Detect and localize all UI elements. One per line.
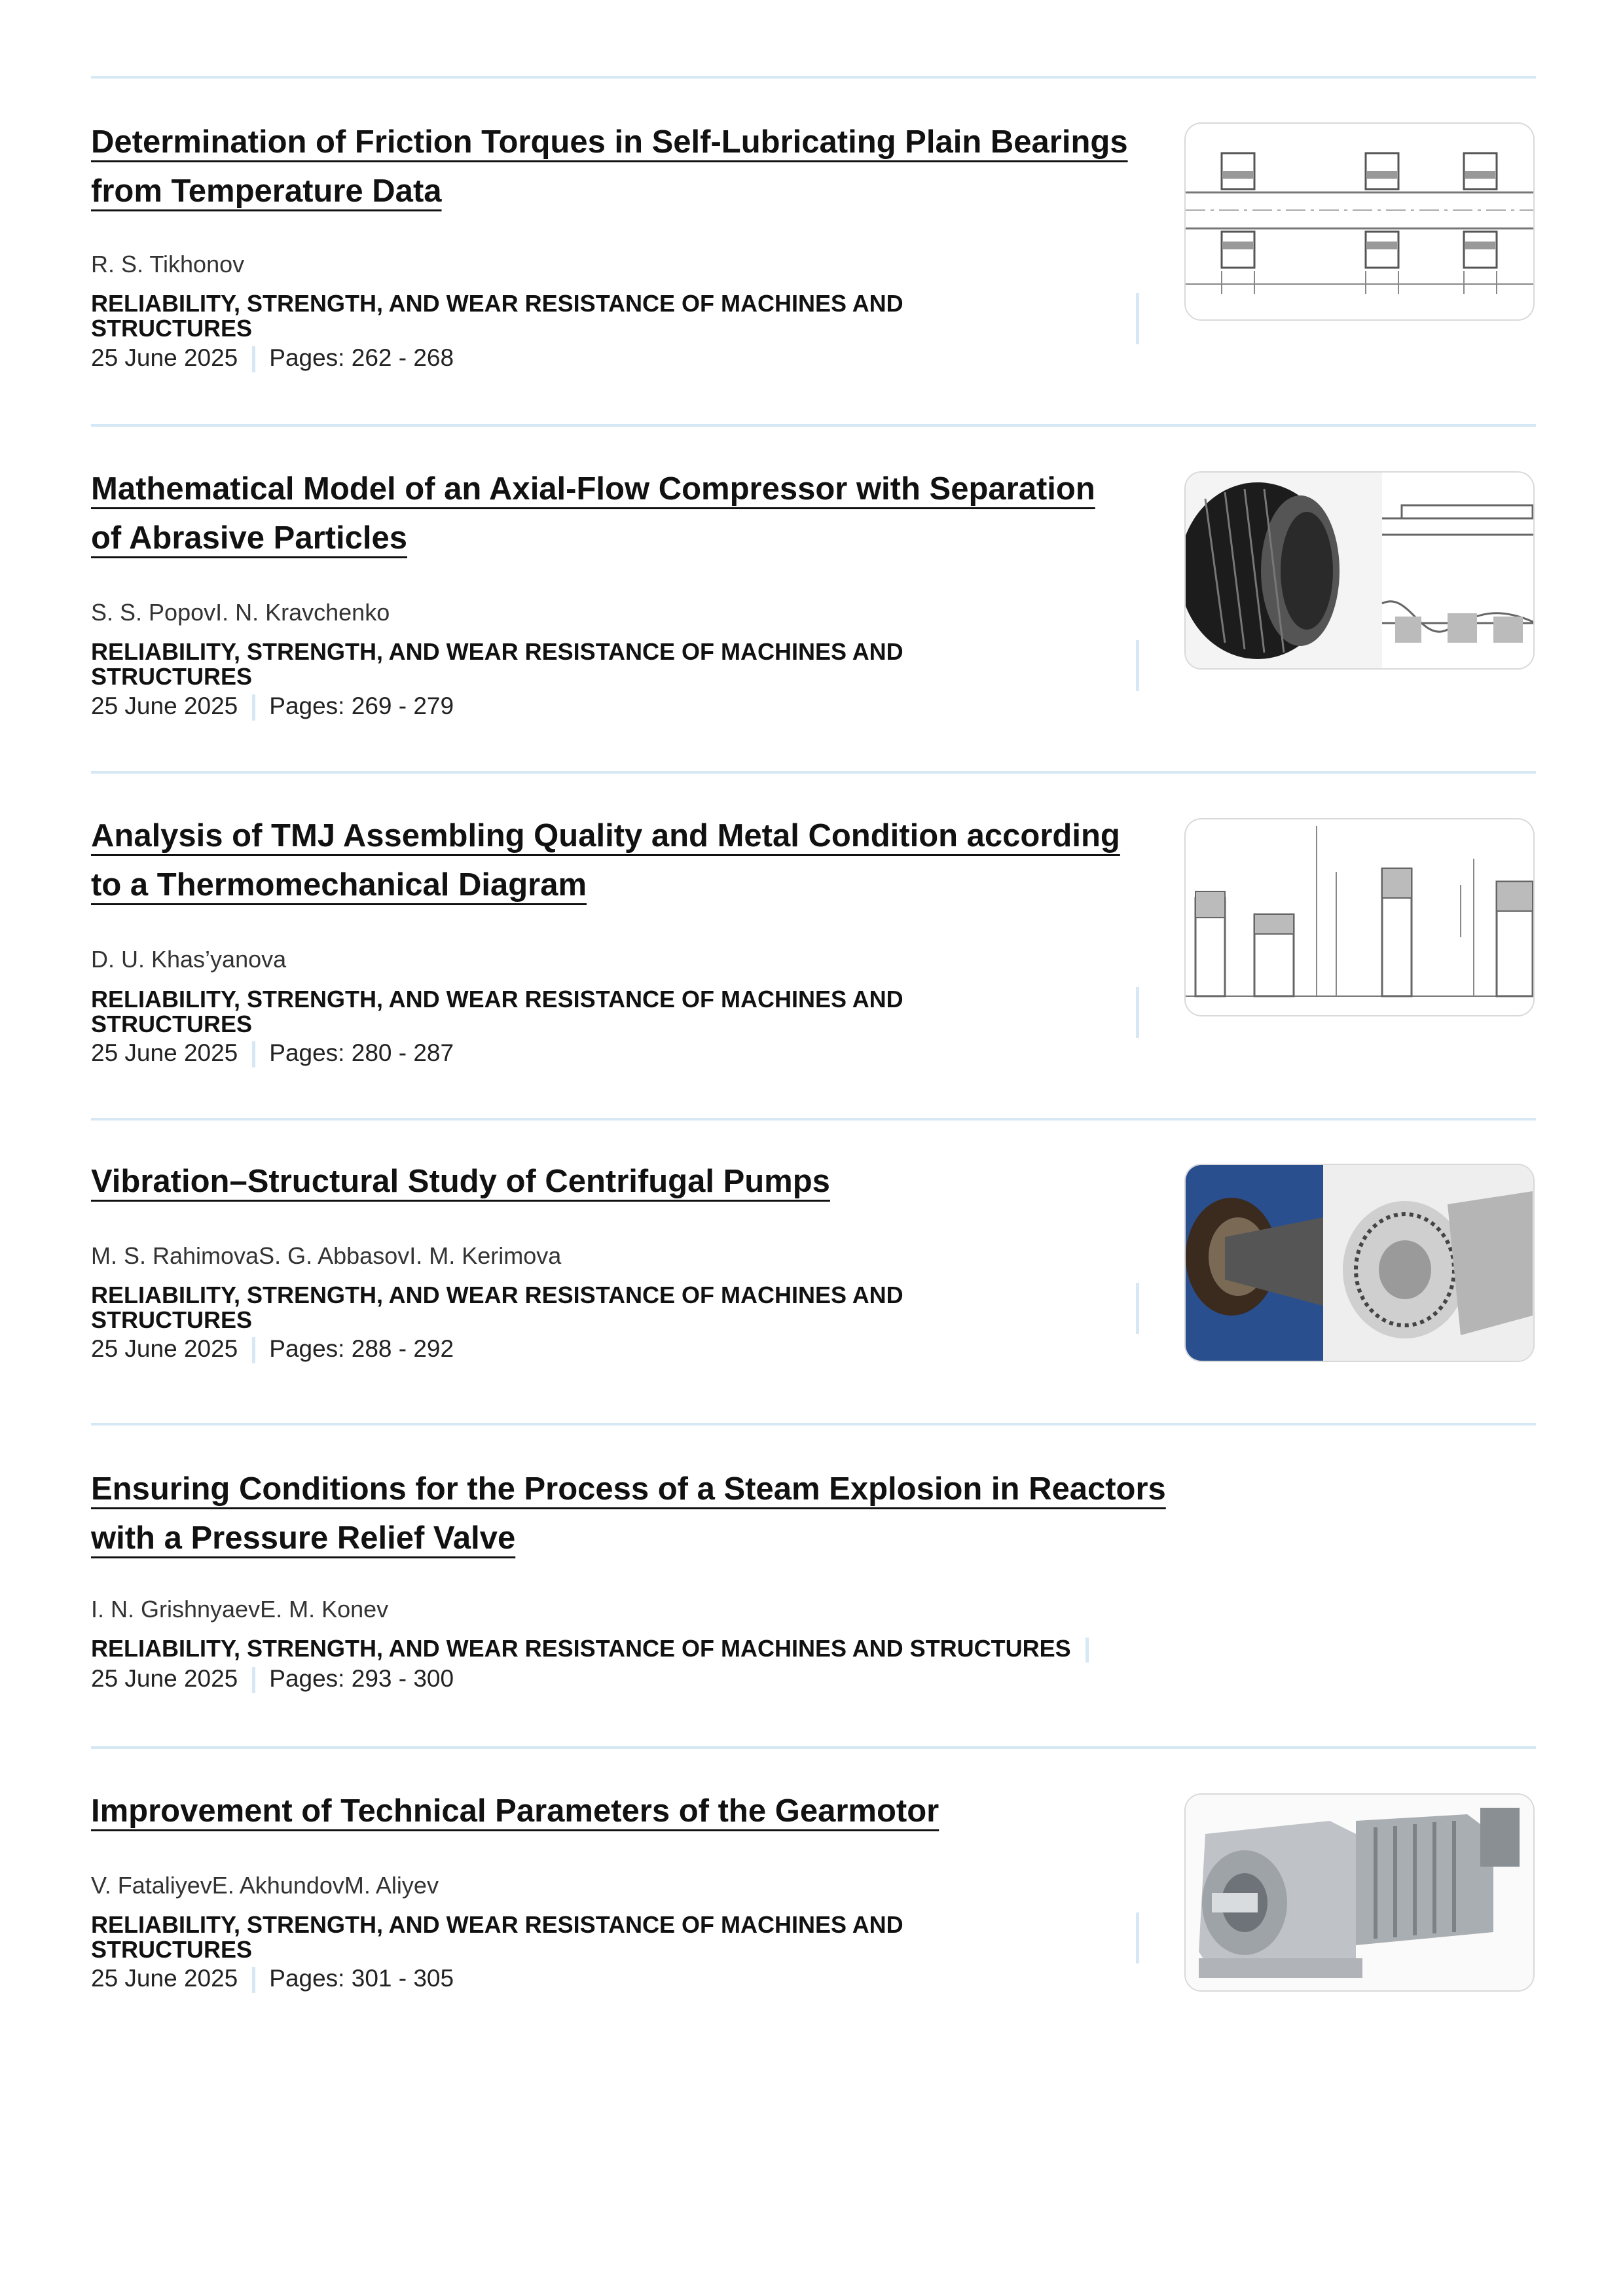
publication-date: 25 June 2025 [91,1039,238,1066]
separator [252,1667,255,1693]
journal-name[interactable] [91,1283,903,1333]
journal-name-line[interactable]: STRUCTURES [91,1011,253,1037]
journal-name-line[interactable]: STRUCTURES [91,663,253,690]
article-title-line[interactable]: with a Pressure Relief Valve [91,1520,516,1556]
divider [91,424,1536,427]
journal-name-line[interactable]: STRUCTURES [91,1936,253,1963]
journal-name[interactable] [91,1636,1103,1662]
article-title-line[interactable]: Mathematical Model of an Axial-Flow Compressor with Separation [91,471,1095,507]
divider [91,1423,1536,1426]
article-title[interactable] [91,812,1120,910]
article-title[interactable] [91,1787,939,1836]
article-title-line[interactable]: from Temperature Data [91,173,442,209]
journal-name-line[interactable]: RELIABILITY, STRENGTH, AND WEAR RESISTANCE OF MACHINES AND STRUCTURES [91,1635,1071,1662]
pump-photo-icon[interactable] [1184,1164,1535,1362]
journal-name-line[interactable]: RELIABILITY, STRENGTH, AND WEAR RESISTANCE OF MACHINES AND [91,1282,903,1308]
journal-name[interactable] [91,1912,903,1962]
article-authors: D. U. Khas’yanova [91,946,287,973]
publication-date: 25 June 2025 [91,1665,238,1692]
publication-date: 25 June 2025 [91,1965,238,1992]
article-title[interactable] [91,118,1128,216]
compressor-image-icon[interactable] [1184,471,1535,670]
article-authors: M. S. RahimovaS. G. AbbasovI. M. Kerimova [91,1242,562,1269]
article-title-line[interactable]: Analysis of TMJ Assembling Quality and Metal Condition according [91,818,1120,853]
page-range: Pages: 293 - 300 [269,1665,454,1692]
page-range: Pages: 280 - 287 [269,1039,454,1066]
journal-name[interactable] [91,291,903,341]
page-range: Pages: 269 - 279 [269,692,454,719]
divider [91,1746,1536,1749]
article-card [91,1787,1536,2036]
joint-drawing-icon[interactable] [1184,818,1535,1016]
divider [91,771,1536,774]
article-authors: R. S. Tikhonov [91,251,245,278]
article-title-line[interactable]: Determination of Friction Torques in Self-Lubricating Plain Bearings [91,124,1128,160]
journal-name[interactable] [91,987,903,1037]
publication-meta [91,1965,454,1993]
article-authors: I. N. GrishnyaevE. M. Konev [91,1596,389,1623]
separator [1085,1638,1089,1662]
publication-meta [91,344,454,372]
publication-date: 25 June 2025 [91,344,238,371]
page-range: Pages: 262 - 268 [269,344,454,371]
article-title-line[interactable]: Ensuring Conditions for the Process of a Steam Explosion in Reactors [91,1471,1166,1507]
bearing-drawing-icon[interactable] [1184,122,1535,321]
separator [252,1041,255,1067]
article-authors: V. FataliyevE. AkhundovM. Aliyev [91,1872,439,1899]
divider [91,1118,1536,1121]
article-title-line[interactable]: to a Thermomechanical Diagram [91,867,587,903]
journal-name-line[interactable]: STRUCTURES [91,315,253,342]
publication-meta [91,1335,454,1363]
article-card [91,1465,1536,1700]
separator [1136,1912,1139,1964]
separator [1136,987,1139,1038]
article-authors: S. S. PopovI. N. Kravchenko [91,599,390,626]
gearmotor-photo-icon[interactable] [1184,1793,1535,1992]
article-card [91,1157,1536,1406]
separator [1136,1283,1139,1334]
journal-name[interactable] [91,639,903,689]
page-range: Pages: 288 - 292 [269,1335,454,1362]
article-title-line[interactable]: Vibration–Structural Study of Centrifugal Pumps [91,1164,830,1199]
journal-name-line[interactable]: RELIABILITY, STRENGTH, AND WEAR RESISTANCE OF MACHINES AND [91,290,903,317]
separator [252,1967,255,1993]
article-title-line[interactable]: Improvement of Technical Parameters of the Gearmotor [91,1793,939,1829]
separator [1136,640,1139,691]
journal-name-line[interactable]: RELIABILITY, STRENGTH, AND WEAR RESISTANCE OF MACHINES AND [91,1911,903,1938]
page-range: Pages: 301 - 305 [269,1965,454,1992]
publication-meta [91,1039,454,1067]
publication-meta [91,1665,454,1693]
article-card [91,118,1536,393]
journal-name-line[interactable]: STRUCTURES [91,1306,253,1333]
divider [91,76,1536,79]
article-title[interactable] [91,1157,830,1206]
separator [252,694,255,721]
article-title[interactable] [91,1465,1166,1563]
publication-date: 25 June 2025 [91,1335,238,1362]
separator [252,346,255,372]
article-title-line[interactable]: of Abrasive Particles [91,520,407,556]
article-card [91,465,1536,740]
publication-date: 25 June 2025 [91,692,238,719]
separator [1136,293,1139,344]
publication-meta [91,692,454,721]
journal-name-line[interactable]: RELIABILITY, STRENGTH, AND WEAR RESISTANCE OF MACHINES AND [91,638,903,665]
separator [252,1337,255,1363]
article-card [91,812,1536,1086]
article-title[interactable] [91,465,1095,563]
journal-name-line[interactable]: RELIABILITY, STRENGTH, AND WEAR RESISTANCE OF MACHINES AND [91,986,903,1013]
